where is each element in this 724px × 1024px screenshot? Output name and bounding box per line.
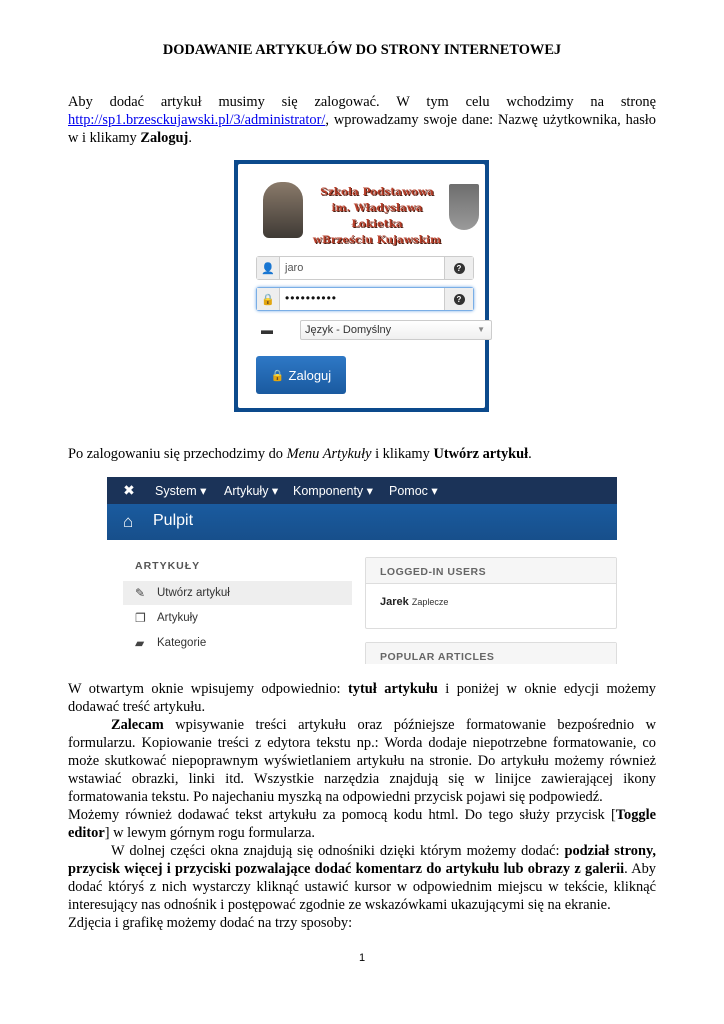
p2-text: Po zalogowaniu się przechodzimy do <box>68 446 287 462</box>
intro-end: . <box>188 130 192 146</box>
menu-artykuly[interactable]: Artykuły ▾ <box>224 484 279 498</box>
paragraph-5 <box>68 806 656 842</box>
login-button-label: Zaloguj <box>288 367 332 383</box>
admin-header <box>107 504 617 540</box>
p2-middle: i klikamy <box>371 446 434 462</box>
p3-bold: tytuł artykułu <box>348 681 438 697</box>
p2-italic: Menu Artykuły <box>286 446 372 462</box>
king-portrait-icon <box>263 182 303 238</box>
panel-title: LOGGED-IN USERS <box>380 566 487 578</box>
pencil-icon: ✎ <box>135 586 146 600</box>
admin-top-menu <box>107 477 617 504</box>
user-role: Zaplecze <box>411 597 449 607</box>
p5-text: Możemy również dodawać tekst artykułu za pomocą kodu html. Do tego służy przycisk [ <box>68 807 616 823</box>
school-logo-text <box>307 184 447 248</box>
login-panel <box>238 164 485 408</box>
username-value: jaro <box>285 262 304 274</box>
menu-paragraph <box>68 445 656 463</box>
copy-icon: ❐ <box>135 611 146 625</box>
user-icon: 👤 <box>257 257 280 279</box>
sidebar-item-categories[interactable] <box>123 631 352 655</box>
sidebar-title: ARTYKUŁY <box>135 560 201 572</box>
password-value: •••••••••• <box>285 291 338 305</box>
lock-icon: 🔒 <box>270 369 285 382</box>
logo-line-1: Szkoła Podstawowa <box>320 186 434 198</box>
document-title: DODAWANIE ARTYKUŁÓW DO STRONY INTERNETOWEJ <box>162 42 562 58</box>
password-field[interactable] <box>256 287 474 311</box>
joomla-icon[interactable]: ✖ <box>123 482 135 498</box>
sidebar-item-articles[interactable] <box>123 606 352 630</box>
panel-header <box>366 643 616 664</box>
home-icon: ⌂ <box>123 512 134 531</box>
language-row <box>256 318 492 342</box>
language-value: Język - Domyślny <box>305 324 392 336</box>
logo-line-3: wBrześciu Kujawskim <box>312 234 442 246</box>
school-logo <box>255 178 471 246</box>
coat-of-arms-icon <box>449 184 479 230</box>
intro-text-2: , wprowadzamy swoje dane: Nazwę użytkownika, hasło w i klikamy <box>68 112 656 146</box>
paragraph-4 <box>68 716 656 806</box>
p3-text-2: i poniżej w oknie edycji możemy dodawać treść artykułu. <box>68 681 656 715</box>
p5-text-2: ] w lewym górnym rogu formularza. <box>104 825 315 841</box>
page-number: 1 <box>358 952 366 964</box>
p5-bold: Toggle editor <box>68 807 656 841</box>
paragraph-6 <box>68 842 656 914</box>
p6-text-2: . Aby dodać któryś z nich wystarczy kliknąć ustawić kursor w odpowiednim miejscu w tekście, kliknąć interesujący nas odnośnik i postępować zgodnie ze wskazówkami ukazującymi się na ekranie. <box>68 861 657 913</box>
panel-header <box>366 558 616 584</box>
logged-in-users-panel <box>365 557 617 629</box>
comment-icon: ▬ <box>261 322 273 337</box>
p2-end: . <box>528 446 532 462</box>
login-screenshot <box>234 160 489 412</box>
password-help-icon[interactable]: ? <box>444 288 473 310</box>
intro-paragraph <box>68 93 656 147</box>
intro-text: Aby dodać artykuł musimy się zalogować. W tym celu wchodzimy na stronę <box>68 94 656 110</box>
login-button[interactable] <box>256 356 346 394</box>
paragraph-7: Zdjęcia i grafikę możemy dodać na trzy sposoby: <box>68 915 353 931</box>
sidebar-item-label: Kategorie <box>157 637 207 649</box>
menu-system[interactable]: System ▾ <box>155 484 207 498</box>
zaloguj-bold: Zaloguj <box>140 130 189 146</box>
lock-icon: 🔒 <box>257 288 280 310</box>
language-select[interactable] <box>300 320 492 340</box>
sidebar-item-label: Artykuły <box>157 612 198 624</box>
sidebar-item-label: Utwórz artykuł <box>157 587 230 599</box>
p3-text: W otwartym oknie wpisujemy odpowiednio: <box>68 681 349 697</box>
popular-articles-panel <box>365 642 617 664</box>
p4-bold: Zalecam <box>111 717 164 733</box>
paragraph-3 <box>68 680 656 716</box>
username-field[interactable] <box>256 256 474 280</box>
p4-text: wpisywanie treści artykułu oraz późniejsze formatowanie bezpośrednio w formularzu. Kopiowanie treści z edytora tekstu np.: Worda dodaje niepotrzebne formatowanie, co może skutkować niepoprawnym wyświetlaniem artykułu na stronie. Do artykułu możemy również wstawiać obrazki, linki itd. Wszystkie narzędzia znajdują się w linijce zawierającej ikony formatowania tekstu. Po najechaniu myszką na odpowiedni przycisk pojawi się podpowiedź. <box>68 717 656 805</box>
p6-bold: podział strony, przycisk więcej i przyciski pozwalające dodać komentarz do artykułu lub obrazy z galerii <box>68 843 656 877</box>
user-row <box>380 596 448 608</box>
menu-pomoc[interactable]: Pomoc ▾ <box>389 484 438 498</box>
menu-komponenty[interactable]: Komponenty ▾ <box>293 484 373 498</box>
logo-line-2: im. Władysława Łokietka <box>331 202 423 230</box>
p2-bold: Utwórz artykuł <box>433 446 529 462</box>
admin-screenshot <box>107 477 617 664</box>
username-help-icon[interactable]: ? <box>444 257 473 279</box>
folder-icon: ▰ <box>135 636 145 650</box>
admin-link[interactable]: http://sp1.brzesckujawski.pl/3/administrator/ <box>68 112 326 128</box>
panel-title: POPULAR ARTICLES <box>380 651 495 663</box>
user-name[interactable]: Jarek <box>380 596 409 608</box>
page-title: Pulpit <box>153 512 194 529</box>
sidebar-item-new-article[interactable] <box>123 581 352 605</box>
chevron-down-icon: ▼ <box>477 325 485 334</box>
p6-text: W dolnej części okna znajdują się odnośniki dzięki którym możemy dodać: <box>111 843 565 859</box>
